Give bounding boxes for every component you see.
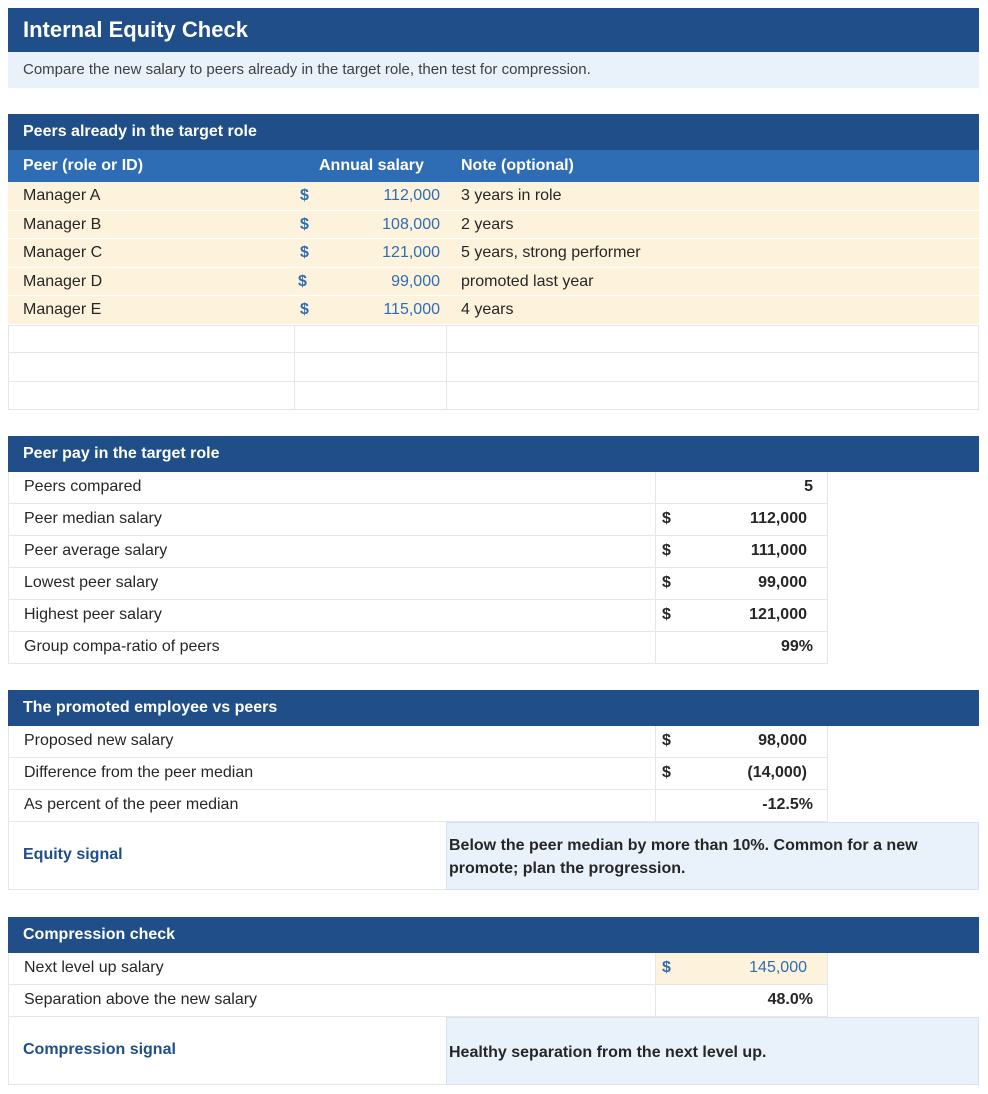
- stat-value: 99,000: [758, 574, 807, 591]
- peer-note[interactable]: 4 years: [461, 301, 514, 318]
- stat-value-cell: [656, 568, 828, 600]
- equity-signal-message: Below the peer median by more than 10%. Common for a new promote; plan the progression.: [446, 822, 979, 890]
- peer-salary[interactable]: 108,000: [382, 215, 440, 233]
- stat-label: Peer median salary: [8, 504, 656, 536]
- stat-value-cell: [656, 472, 828, 504]
- peer-row[interactable]: [8, 239, 979, 268]
- peer-note[interactable]: promoted last year: [461, 272, 594, 290]
- compression-heading: Compression check: [8, 917, 979, 953]
- currency-symbol: $: [300, 301, 309, 318]
- currency-symbol: $: [662, 764, 671, 781]
- peer-note[interactable]: 5 years, strong performer: [461, 244, 641, 261]
- stat-value-cell: [656, 758, 828, 790]
- page-subtitle: Compare the new salary to peers already in the target role, then test for compression.: [8, 52, 979, 88]
- stat-value: (14,000): [747, 764, 807, 781]
- currency-symbol: $: [300, 215, 309, 233]
- stat-label: Group compa-ratio of peers: [8, 632, 656, 664]
- stat-label: Proposed new salary: [8, 726, 656, 758]
- empty-peer-row[interactable]: [8, 353, 979, 382]
- peer-note[interactable]: 3 years in role: [461, 187, 562, 204]
- peer-row[interactable]: [8, 182, 979, 211]
- currency-symbol: $: [300, 187, 309, 204]
- stat-row: [8, 985, 979, 1017]
- stat-row: [8, 568, 979, 600]
- col-peer: Peer (role or ID): [23, 157, 144, 174]
- compression-signal-message: Healthy separation from the next level up.: [446, 1017, 979, 1085]
- stat-value-cell: [656, 536, 828, 568]
- currency-symbol: $: [662, 542, 671, 559]
- stat-row: [8, 632, 979, 664]
- peer-salary[interactable]: 115,000: [383, 301, 440, 318]
- empty-peer-row[interactable]: [8, 325, 979, 354]
- col-salary: Annual salary: [319, 157, 424, 174]
- stat-value: 111,000: [750, 542, 807, 559]
- stat-value: 98,000: [758, 732, 807, 749]
- currency-symbol: $: [662, 510, 671, 527]
- stat-value-cell: [656, 726, 828, 758]
- currency-symbol: $: [298, 272, 307, 290]
- next-level-salary-input[interactable]: [656, 953, 828, 985]
- stat-value-cell: [656, 632, 828, 664]
- peers-section-heading: Peers already in the target role: [8, 114, 979, 150]
- peer-salary[interactable]: 121,000: [382, 244, 440, 261]
- peer-row[interactable]: [8, 211, 979, 240]
- stat-label: As percent of the peer median: [8, 790, 656, 822]
- stat-value: 112,000: [750, 510, 807, 527]
- stat-value: 48.0%: [767, 991, 813, 1008]
- peer-name[interactable]: Manager A: [23, 187, 101, 204]
- currency-symbol: $: [300, 244, 309, 261]
- peer-pay-heading: Peer pay in the target role: [8, 436, 979, 472]
- peer-note[interactable]: 2 years: [461, 215, 514, 233]
- peer-name[interactable]: Manager E: [23, 301, 102, 318]
- page-title: Internal Equity Check: [8, 8, 979, 52]
- equity-signal-label: Equity signal: [23, 846, 123, 863]
- empty-peer-row[interactable]: [8, 382, 979, 411]
- stat-label: Peers compared: [8, 472, 656, 504]
- peer-name[interactable]: Manager D: [23, 272, 103, 290]
- stat-value: 99%: [780, 638, 813, 655]
- stat-row: [8, 726, 979, 758]
- promoted-heading: The promoted employee vs peers: [8, 690, 979, 726]
- stat-label: Difference from the peer median: [8, 758, 656, 790]
- stat-row: [8, 536, 979, 568]
- stat-value-cell: [656, 985, 828, 1017]
- stat-value-cell: [656, 790, 828, 822]
- peers-column-header: [8, 150, 979, 182]
- stat-value-cell: [656, 600, 828, 632]
- currency-symbol: $: [662, 732, 671, 749]
- stat-row: [8, 790, 979, 822]
- peer-row[interactable]: [8, 268, 979, 297]
- peer-name[interactable]: Manager C: [23, 244, 103, 261]
- stat-value: -12.5%: [762, 796, 813, 813]
- stat-label: Next level up salary: [8, 953, 656, 985]
- peer-salary[interactable]: 112,000: [383, 187, 440, 204]
- stat-row: [8, 504, 979, 536]
- stat-row: [8, 600, 979, 632]
- stat-label: Separation above the new salary: [8, 985, 656, 1017]
- stat-value[interactable]: 145,000: [749, 959, 807, 976]
- currency-symbol: $: [662, 606, 671, 623]
- currency-symbol: $: [662, 959, 671, 976]
- stat-label: Highest peer salary: [8, 600, 656, 632]
- stat-row: [8, 953, 979, 985]
- peer-row[interactable]: [8, 296, 979, 325]
- stat-value-cell: [656, 504, 828, 536]
- currency-symbol: $: [662, 574, 671, 591]
- stat-value: 121,000: [749, 606, 807, 623]
- stat-row: [8, 758, 979, 790]
- stat-label: Peer average salary: [8, 536, 656, 568]
- stat-value: 5: [804, 478, 813, 495]
- stat-label: Lowest peer salary: [8, 568, 656, 600]
- compression-signal-label: Compression signal: [23, 1041, 176, 1058]
- col-note: Note (optional): [461, 157, 574, 174]
- peer-salary[interactable]: 99,000: [391, 272, 440, 290]
- stat-row: [8, 472, 979, 504]
- peer-name[interactable]: Manager B: [23, 215, 102, 233]
